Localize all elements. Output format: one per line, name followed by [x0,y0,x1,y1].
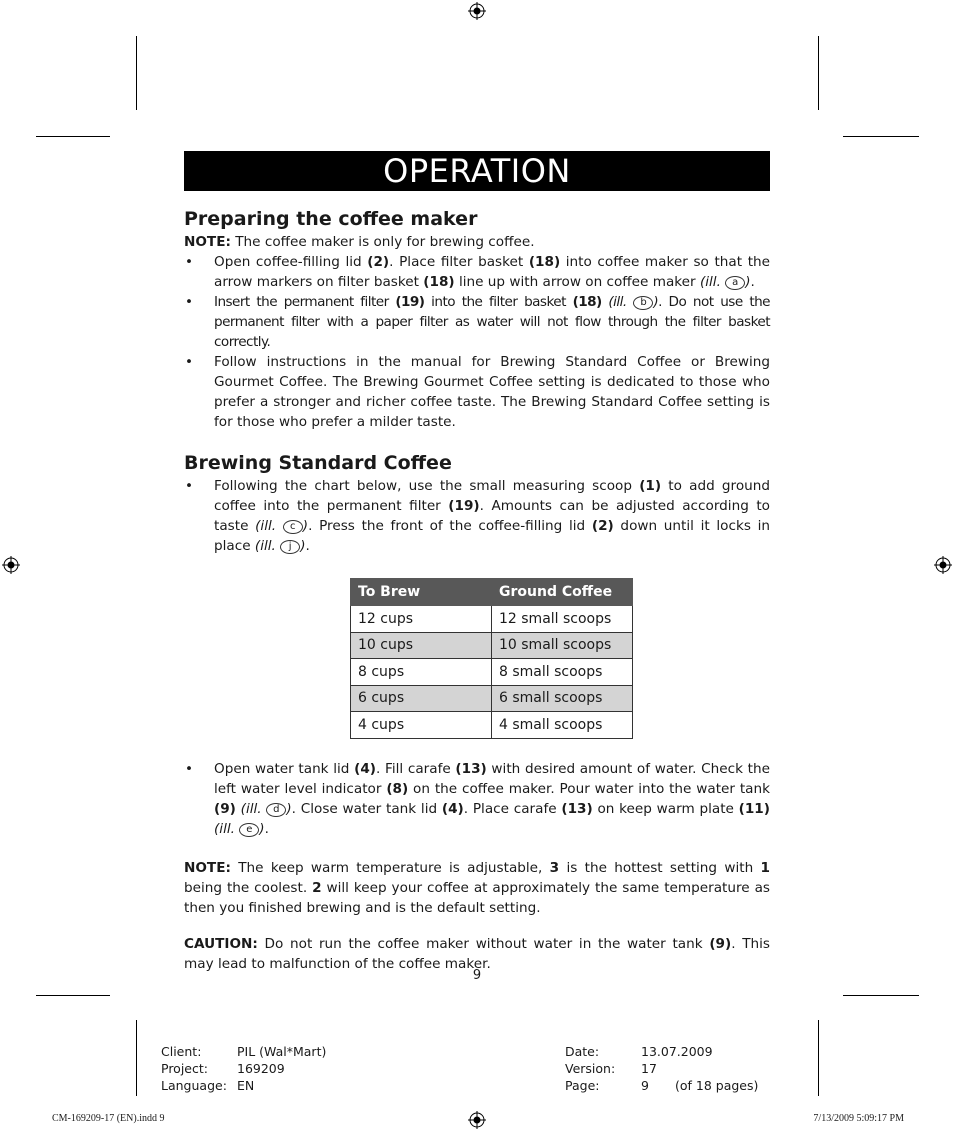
file-slug: CM-169209-17 (EN).indd 9 [52,1113,165,1124]
table-cell: 4 small scoops [492,712,633,739]
column-header: Ground Coffee [492,579,633,606]
main-content [184,206,770,974]
list-item: • Follow instructions in the manual for Brewing Standard Coffee or Brewing Gourmet Coffee. The Brewing Gourmet Coffee setting is dedicated to those who prefer a stronger and richer coffee taste. The Brewing Standard Coffee setting is for those who prefer a milder taste. [184,352,770,432]
table-cell: 12 cups [351,606,492,633]
note-text: The coffee maker is only for brewing coffee. [230,234,535,250]
note-paragraph [184,232,770,252]
crop-mark [843,995,919,996]
section-heading: Preparing the coffee maker [184,208,478,230]
registration-mark-icon [468,2,486,20]
section-heading: Brewing Standard Coffee [184,452,452,474]
page-title: OPERATION [184,151,770,191]
table-row [351,712,633,739]
bullet-list [184,476,770,556]
registration-mark-icon [468,1111,486,1129]
crop-mark [843,136,919,137]
page-number: 9 [472,968,482,983]
table-cell: 8 small scoops [492,659,633,686]
table-row [351,632,633,659]
illustration-ref-badge: b [633,296,653,310]
table-row [351,659,633,686]
caution-paragraph: CAUTION: Do not run the coffee maker without water in the water tank (9). This may lead to malfunction of the coffee maker. [184,935,771,972]
job-info-left: Client: PIL (Wal*Mart) Project: 169209 Language: EN [161,1044,327,1093]
note-label: NOTE: [184,234,231,250]
coffee-chart-table [350,578,633,739]
illustration-ref-badge: a [725,276,745,290]
registration-mark-icon [2,556,20,574]
table-cell: 12 small scoops [492,606,633,633]
list-item: • Open water tank lid (4). Fill carafe (13) with desired amount of water. Check the left water level indicator (8) on the coffee maker. Pour water into the water tank (9) (ill. d ). Close water tank lid (4). Place carafe (13) on keep warm plate (11) (ill. e ). [184,759,770,839]
crop-mark [136,36,137,110]
list-item: • Open coffee-filling lid (2). Place filter basket (18) into coffee maker so that the arrow markers on filter basket (18) line up with arrow on coffee maker (ill. a ). [184,252,770,292]
table-row [351,685,633,712]
illustration-ref-badge: c [283,520,303,534]
illustration-ref-badge: e [239,823,259,837]
column-header: To Brew [351,579,492,606]
table-cell: 10 cups [351,632,492,659]
table-cell: 6 small scoops [492,685,633,712]
table-cell: 4 cups [351,712,492,739]
table-cell: 10 small scoops [492,632,633,659]
registration-mark-icon [934,556,952,574]
illustration-ref-badge: j [280,540,300,554]
crop-mark [136,1020,137,1096]
table-header-row [351,579,633,606]
illustration-ref-badge: d [266,803,286,817]
note-paragraph: NOTE: The keep warm temperature is adjustable, 3 is the hottest setting with 1 being the coolest. 2 will keep your coffee at approximately the same temperature as then you finished brewing and is the default setting. [184,859,770,916]
crop-mark [818,36,819,110]
list-item: • Insert the permanent filter (19) into the filter basket (18) (ill. b ). Do not use the permanent filter with a paper filter as water will not flow through the filter basket correctly. [184,292,770,352]
crop-mark [36,995,110,996]
table-cell: 6 cups [351,685,492,712]
table-row [351,606,633,633]
crop-mark [818,1020,819,1096]
bullet-list [184,252,770,432]
list-item: • Following the chart below, use the small measuring scoop (1) to add ground coffee into the permanent filter (19). Amounts can be adjusted according to taste (ill. c ). Press the front of the coffee-filling lid (2) down until it locks in place (ill. j ). [184,476,770,556]
bullet-list [184,759,770,839]
table-cell: 8 cups [351,659,492,686]
job-info-right: Date: 13.07.2009 Version: 17 Page: 9 (of 18 pages) [565,1044,759,1093]
timestamp-slug: 7/13/2009 5:09:17 PM [813,1113,904,1124]
crop-mark [36,136,110,137]
